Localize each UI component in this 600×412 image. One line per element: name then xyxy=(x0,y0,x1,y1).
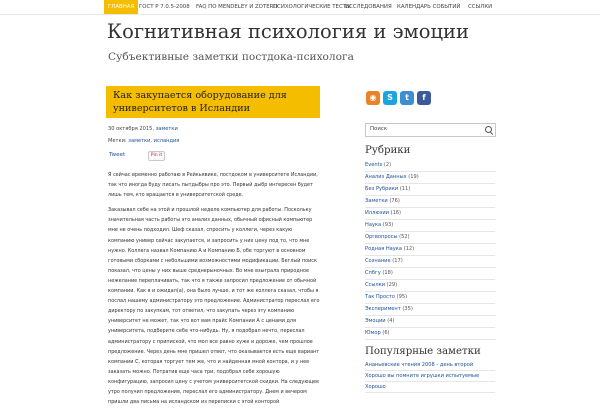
post-paragraph: Заказывал себе на этой и прошлой неделе компьютер для работы. Поскольку значительная часть работы это анализ данных, обычный офисный компьютер мне не очень подходил. Шеф сказал, спросить у коллеги, через какую компанию универ сейчас закупается, и запросить у них цену под то, что мне нужно. Коллега назвал Компанию А и Компанию Б, обе торгуют в основном готовыми сборками с небольшими возможностями модификации. Беглый поиск показал, что цены у них выше среднерыночных. Во мне взыграла природное нежелание переплачивать, так что я также запросил предложение от обычной компании. Как я и ожидал(а), она было лучше, и тот же коллега сказал, чтобы я послал нашему администратору это предложение. Администратор переслал его директору по закупкам, тот ответил, что закупать через эту компанию университет не может, так что вот вам прайс Компании А с ценами для университета, подберите себе что-нибудь. Ну, я подобрал нечто, переслал администратору с припиской, что мол все равно хуже и дороже, чем прошлое предложение. Через день мне пришел ответ, что оказывается есть еще вариант компании С, которая торгует тем же, что и найденная мной контора, и у нее заказать можно. Потратив еще часа три, подобрал себе хорошую конфигурацию, запросил цену с учетом университетской скидки. На следующее утро получил предложение, переслал его администратору. Днем и вечером пришли два письма на исландском из переписки с этой конторой xyxy=(108,207,320,406)
tag-link-iceland[interactable]: исландия xyxy=(153,138,180,144)
rubric-item[interactable]: Так Просто (95) xyxy=(365,292,495,304)
nav-item-calendar[interactable]: КАЛЕНДАРЬ СОБЫТИЙ xyxy=(397,4,461,10)
top-navigation xyxy=(0,0,600,15)
site-title[interactable]: Когнитивная психология и эмоции xyxy=(107,20,469,43)
rubric-item[interactable]: Эмоции (4) xyxy=(365,316,495,328)
tag-link-notes[interactable]: заметки, xyxy=(128,138,153,144)
rubric-item[interactable]: Анализ Данных (19) xyxy=(365,172,495,184)
post-category-link[interactable]: заметки xyxy=(155,126,178,132)
rubric-item[interactable]: Сознание (17) xyxy=(365,256,495,268)
nav-item-tests[interactable]: ПСИХОЛОГИЧЕСКИЕ ТЕСТЫ xyxy=(273,4,351,10)
rubric-item[interactable]: Наука (93) xyxy=(365,220,495,232)
post-paragraph: Я сейчас временно работаю в Рейкьявике, постдоком в университете Исландии, так что иногда буду писать пытдыбры про это. Первый дыбр интересен будет лишь тем, кто вращается в университетской среде. xyxy=(108,172,318,199)
post-title[interactable]: Как закупается оборудование для университетов в Исландии xyxy=(113,90,287,114)
rubric-item[interactable]: Эксперимент (35) xyxy=(365,304,495,316)
rubric-item[interactable]: Без Рубрики (11) xyxy=(365,184,495,196)
facebook-icon[interactable]: f xyxy=(417,91,431,105)
rubric-item[interactable]: Иллюзии (16) xyxy=(365,208,495,220)
rubric-item[interactable]: Events (2) xyxy=(365,160,495,172)
pin-it-button[interactable]: Pin it xyxy=(148,151,165,161)
popular-post-item[interactable]: Хорошо вы помните игрушки испытуемые xyxy=(365,371,495,382)
tags-label: Метки: xyxy=(108,138,127,144)
search-input[interactable]: Поиск xyxy=(370,126,388,132)
popular-posts-title: Популярные заметки xyxy=(365,346,481,357)
rubric-item[interactable]: Юмор (6) xyxy=(365,328,495,340)
post-content xyxy=(108,170,320,412)
popular-post-item[interactable]: Хорошо xyxy=(365,382,495,393)
rubric-item[interactable]: Оргвопросы (52) xyxy=(365,232,495,244)
post-date: 30 октября 2015, xyxy=(108,126,154,132)
post-date-line xyxy=(108,126,178,132)
nav-item-research[interactable]: ИССЛЕДОВАНИЯ xyxy=(345,4,392,10)
search-box xyxy=(365,123,496,137)
skype-icon[interactable]: S xyxy=(383,91,397,105)
post-tags-line xyxy=(108,138,179,144)
rss-icon[interactable]: ◉ xyxy=(366,91,380,105)
rubric-item[interactable]: Ссылки (29) xyxy=(365,280,495,292)
rubric-item[interactable]: Заметки (76) xyxy=(365,196,495,208)
nav-item-faq[interactable]: FAQ ПО MENDELEY И ZOTERO xyxy=(196,4,278,10)
nav-item-gost[interactable]: ГОСТ Р 7.0.5-2008 xyxy=(139,4,190,10)
rubrics-title: Рубрики xyxy=(365,145,411,156)
rubric-item[interactable]: Родная Наука (12) xyxy=(365,244,495,256)
rubric-item[interactable]: Спбгу (18) xyxy=(365,268,495,280)
popular-post-item[interactable]: Ананьевские чтения 2008 - день второй xyxy=(365,360,495,371)
twitter-icon[interactable]: t xyxy=(400,91,414,105)
nav-item-links[interactable]: ССЫЛКИ xyxy=(468,4,493,10)
site-description: Субъективные заметки постдока-психолога xyxy=(108,51,354,63)
tweet-button[interactable]: Tweet xyxy=(109,152,126,158)
nav-item-home[interactable]: ГЛАВНАЯ xyxy=(104,0,138,14)
search-icon[interactable] xyxy=(485,126,492,133)
post-title-box xyxy=(106,86,320,118)
